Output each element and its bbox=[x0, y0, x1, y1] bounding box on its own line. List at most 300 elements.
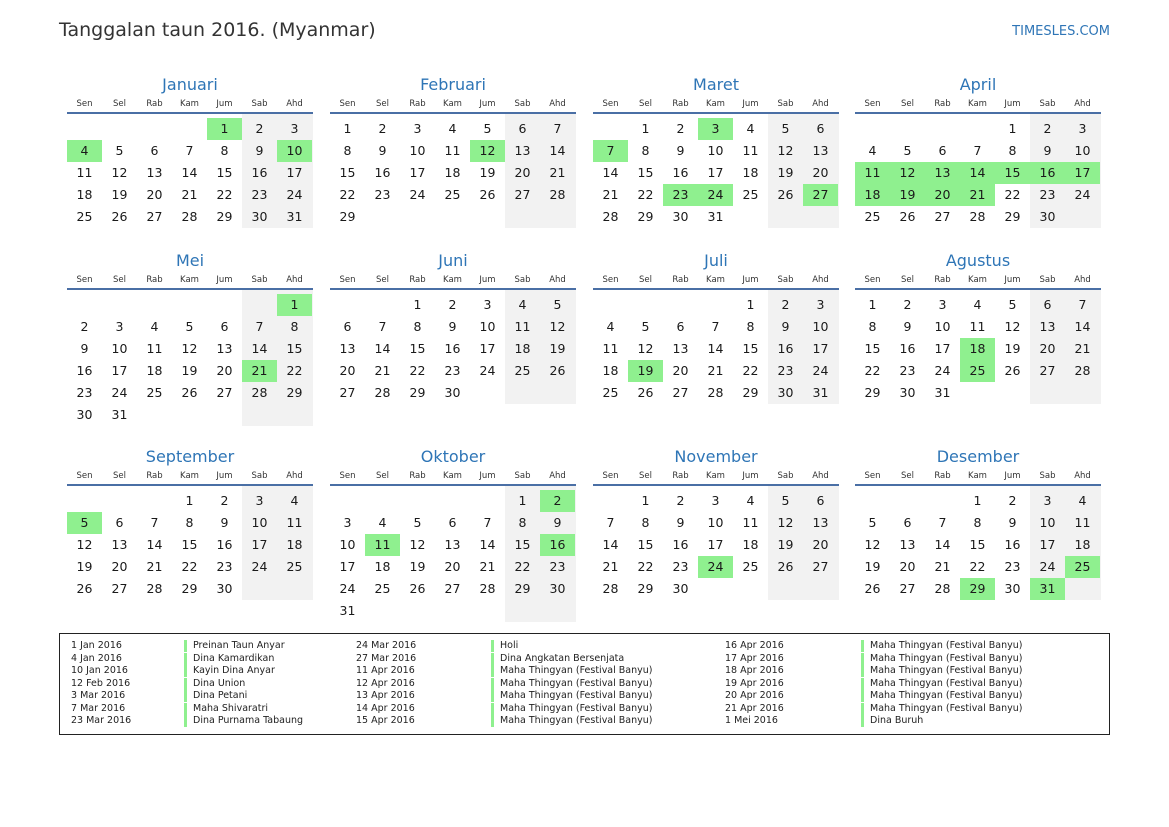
day-cell[interactable]: 24 bbox=[251, 559, 268, 574]
day-cell[interactable]: 22 bbox=[637, 559, 654, 574]
day-cell[interactable]: 30 bbox=[549, 581, 566, 596]
day-cell[interactable]: 9 bbox=[1043, 143, 1052, 158]
day-cell[interactable]: 26 bbox=[76, 581, 93, 596]
day-cell[interactable]: 3 bbox=[1078, 121, 1087, 136]
day-cell[interactable]: 9 bbox=[80, 341, 89, 356]
day-cell[interactable]: 22 bbox=[514, 559, 531, 574]
day-cell[interactable]: 1 bbox=[641, 121, 650, 136]
day-cell[interactable]: 7 bbox=[973, 143, 982, 158]
day-cell[interactable]: 18 bbox=[76, 187, 93, 202]
day-cell[interactable]: 29 bbox=[216, 209, 233, 224]
day-cell[interactable]: 17 bbox=[1039, 537, 1056, 552]
day-cell[interactable]: 10 bbox=[339, 537, 356, 552]
day-cell[interactable]: 18 bbox=[444, 165, 461, 180]
day-cell[interactable]: 4 bbox=[150, 319, 159, 334]
day-cell[interactable]: 9 bbox=[1008, 515, 1017, 530]
day-cell[interactable]: 14 bbox=[707, 341, 724, 356]
day-cell[interactable]: 30 bbox=[672, 581, 689, 596]
day-cell[interactable]: 3 bbox=[816, 297, 825, 312]
day-cell[interactable]: 18 bbox=[146, 363, 163, 378]
day-cell[interactable]: 2 bbox=[378, 121, 387, 136]
day-cell[interactable]: 24 bbox=[339, 581, 356, 596]
day-cell[interactable]: 24 bbox=[479, 363, 496, 378]
day-cell[interactable]: 10 bbox=[707, 143, 724, 158]
day-cell[interactable]: 3 bbox=[290, 121, 299, 136]
day-cell[interactable]: 4 bbox=[973, 297, 982, 312]
day-cell[interactable]: 16 bbox=[216, 537, 233, 552]
day-cell[interactable]: 22 bbox=[1004, 187, 1021, 202]
day-cell[interactable]: 17 bbox=[934, 341, 951, 356]
day-cell[interactable]: 4 bbox=[746, 493, 755, 508]
day-cell[interactable]: 5 bbox=[781, 121, 790, 136]
day-cell[interactable]: 29 bbox=[339, 209, 356, 224]
day-cell[interactable]: 25 bbox=[374, 581, 391, 596]
day-cell[interactable]: 13 bbox=[146, 165, 163, 180]
day-cell[interactable]: 23 bbox=[1004, 559, 1021, 574]
holiday-day-cell[interactable]: 21 bbox=[242, 360, 277, 382]
holiday-day-cell[interactable]: 19 bbox=[628, 360, 663, 382]
holiday-day-cell[interactable]: 4 bbox=[67, 140, 102, 162]
day-cell[interactable]: 6 bbox=[448, 515, 457, 530]
day-cell[interactable]: 15 bbox=[637, 537, 654, 552]
day-cell[interactable]: 11 bbox=[742, 143, 759, 158]
day-cell[interactable]: 12 bbox=[637, 341, 654, 356]
day-cell[interactable]: 19 bbox=[777, 165, 794, 180]
day-cell[interactable]: 20 bbox=[672, 363, 689, 378]
day-cell[interactable]: 19 bbox=[409, 559, 426, 574]
day-cell[interactable]: 1 bbox=[413, 297, 422, 312]
day-cell[interactable]: 20 bbox=[899, 559, 916, 574]
holiday-day-cell[interactable]: 19 bbox=[890, 184, 925, 206]
day-cell[interactable]: 4 bbox=[448, 121, 457, 136]
day-cell[interactable]: 20 bbox=[514, 165, 531, 180]
day-cell[interactable]: 19 bbox=[76, 559, 93, 574]
day-cell[interactable]: 27 bbox=[812, 559, 829, 574]
day-cell[interactable]: 25 bbox=[514, 363, 531, 378]
day-cell[interactable]: 23 bbox=[899, 363, 916, 378]
day-cell[interactable]: 9 bbox=[676, 143, 685, 158]
day-cell[interactable]: 4 bbox=[606, 319, 615, 334]
day-cell[interactable]: 18 bbox=[1074, 537, 1091, 552]
day-cell[interactable]: 28 bbox=[969, 209, 986, 224]
holiday-day-cell[interactable]: 21 bbox=[960, 184, 995, 206]
day-cell[interactable]: 11 bbox=[602, 341, 619, 356]
day-cell[interactable]: 16 bbox=[672, 165, 689, 180]
day-cell[interactable]: 9 bbox=[553, 515, 562, 530]
day-cell[interactable]: 2 bbox=[255, 121, 264, 136]
day-cell[interactable]: 31 bbox=[812, 385, 829, 400]
day-cell[interactable]: 30 bbox=[777, 385, 794, 400]
day-cell[interactable]: 24 bbox=[1074, 187, 1091, 202]
day-cell[interactable]: 31 bbox=[286, 209, 303, 224]
day-cell[interactable]: 7 bbox=[378, 319, 387, 334]
day-cell[interactable]: 29 bbox=[1004, 209, 1021, 224]
day-cell[interactable]: 12 bbox=[777, 515, 794, 530]
day-cell[interactable]: 5 bbox=[1008, 297, 1017, 312]
day-cell[interactable]: 4 bbox=[518, 297, 527, 312]
day-cell[interactable]: 29 bbox=[742, 385, 759, 400]
day-cell[interactable]: 23 bbox=[251, 187, 268, 202]
day-cell[interactable]: 3 bbox=[255, 493, 264, 508]
day-cell[interactable]: 23 bbox=[1039, 187, 1056, 202]
day-cell[interactable]: 24 bbox=[1039, 559, 1056, 574]
day-cell[interactable]: 21 bbox=[934, 559, 951, 574]
day-cell[interactable]: 22 bbox=[864, 363, 881, 378]
day-cell[interactable]: 26 bbox=[864, 581, 881, 596]
day-cell[interactable]: 16 bbox=[444, 341, 461, 356]
day-cell[interactable]: 25 bbox=[286, 559, 303, 574]
day-cell[interactable]: 18 bbox=[514, 341, 531, 356]
day-cell[interactable]: 15 bbox=[514, 537, 531, 552]
holiday-day-cell[interactable]: 15 bbox=[995, 162, 1030, 184]
holiday-day-cell[interactable]: 18 bbox=[960, 338, 995, 360]
day-cell[interactable]: 6 bbox=[150, 143, 159, 158]
day-cell[interactable]: 11 bbox=[146, 341, 163, 356]
day-cell[interactable]: 3 bbox=[115, 319, 124, 334]
day-cell[interactable]: 23 bbox=[672, 559, 689, 574]
day-cell[interactable]: 1 bbox=[1008, 121, 1017, 136]
day-cell[interactable]: 13 bbox=[111, 537, 128, 552]
day-cell[interactable]: 7 bbox=[1078, 297, 1087, 312]
day-cell[interactable]: 5 bbox=[553, 297, 562, 312]
day-cell[interactable]: 28 bbox=[479, 581, 496, 596]
day-cell[interactable]: 17 bbox=[707, 165, 724, 180]
day-cell[interactable]: 13 bbox=[812, 143, 829, 158]
day-cell[interactable]: 17 bbox=[339, 559, 356, 574]
day-cell[interactable]: 21 bbox=[707, 363, 724, 378]
day-cell[interactable]: 21 bbox=[602, 559, 619, 574]
holiday-day-cell[interactable]: 23 bbox=[663, 184, 698, 206]
day-cell[interactable]: 13 bbox=[672, 341, 689, 356]
day-cell[interactable]: 28 bbox=[602, 581, 619, 596]
day-cell[interactable]: 13 bbox=[812, 515, 829, 530]
day-cell[interactable]: 20 bbox=[1039, 341, 1056, 356]
day-cell[interactable]: 6 bbox=[115, 515, 124, 530]
day-cell[interactable]: 16 bbox=[899, 341, 916, 356]
day-cell[interactable]: 19 bbox=[111, 187, 128, 202]
day-cell[interactable]: 2 bbox=[1008, 493, 1017, 508]
day-cell[interactable]: 31 bbox=[339, 603, 356, 618]
day-cell[interactable]: 20 bbox=[339, 363, 356, 378]
day-cell[interactable]: 3 bbox=[343, 515, 352, 530]
day-cell[interactable]: 29 bbox=[181, 581, 198, 596]
holiday-day-cell[interactable]: 5 bbox=[67, 512, 102, 534]
day-cell[interactable]: 19 bbox=[777, 537, 794, 552]
day-cell[interactable]: 25 bbox=[146, 385, 163, 400]
holiday-day-cell[interactable]: 24 bbox=[698, 556, 733, 578]
day-cell[interactable]: 8 bbox=[413, 319, 422, 334]
day-cell[interactable]: 27 bbox=[1039, 363, 1056, 378]
day-cell[interactable]: 5 bbox=[185, 319, 194, 334]
day-cell[interactable]: 3 bbox=[938, 297, 947, 312]
day-cell[interactable]: 5 bbox=[641, 319, 650, 334]
day-cell[interactable]: 30 bbox=[251, 209, 268, 224]
day-cell[interactable]: 14 bbox=[934, 537, 951, 552]
holiday-day-cell[interactable]: 10 bbox=[277, 140, 312, 162]
day-cell[interactable]: 30 bbox=[444, 385, 461, 400]
day-cell[interactable]: 13 bbox=[514, 143, 531, 158]
day-cell[interactable]: 9 bbox=[378, 143, 387, 158]
day-cell[interactable]: 16 bbox=[777, 341, 794, 356]
day-cell[interactable]: 26 bbox=[479, 187, 496, 202]
day-cell[interactable]: 10 bbox=[409, 143, 426, 158]
day-cell[interactable]: 29 bbox=[864, 385, 881, 400]
day-cell[interactable]: 11 bbox=[76, 165, 93, 180]
day-cell[interactable]: 18 bbox=[742, 537, 759, 552]
day-cell[interactable]: 9 bbox=[676, 515, 685, 530]
day-cell[interactable]: 16 bbox=[1004, 537, 1021, 552]
day-cell[interactable]: 22 bbox=[742, 363, 759, 378]
day-cell[interactable]: 19 bbox=[549, 341, 566, 356]
day-cell[interactable]: 7 bbox=[185, 143, 194, 158]
holiday-day-cell[interactable]: 31 bbox=[1030, 578, 1065, 600]
day-cell[interactable]: 8 bbox=[290, 319, 299, 334]
day-cell[interactable]: 1 bbox=[973, 493, 982, 508]
holiday-day-cell[interactable]: 11 bbox=[855, 162, 890, 184]
day-cell[interactable]: 11 bbox=[1074, 515, 1091, 530]
day-cell[interactable]: 27 bbox=[514, 187, 531, 202]
day-cell[interactable]: 7 bbox=[938, 515, 947, 530]
day-cell[interactable]: 26 bbox=[111, 209, 128, 224]
day-cell[interactable]: 25 bbox=[444, 187, 461, 202]
day-cell[interactable]: 15 bbox=[742, 341, 759, 356]
day-cell[interactable]: 8 bbox=[641, 515, 650, 530]
day-cell[interactable]: 9 bbox=[220, 515, 229, 530]
day-cell[interactable]: 16 bbox=[76, 363, 93, 378]
day-cell[interactable]: 24 bbox=[812, 363, 829, 378]
day-cell[interactable]: 6 bbox=[676, 319, 685, 334]
day-cell[interactable]: 10 bbox=[812, 319, 829, 334]
day-cell[interactable]: 25 bbox=[742, 559, 759, 574]
day-cell[interactable]: 30 bbox=[1004, 581, 1021, 596]
day-cell[interactable]: 26 bbox=[1004, 363, 1021, 378]
day-cell[interactable]: 31 bbox=[111, 407, 128, 422]
day-cell[interactable]: 2 bbox=[676, 493, 685, 508]
day-cell[interactable]: 28 bbox=[181, 209, 198, 224]
day-cell[interactable]: 20 bbox=[216, 363, 233, 378]
day-cell[interactable]: 7 bbox=[606, 515, 615, 530]
day-cell[interactable]: 6 bbox=[343, 319, 352, 334]
day-cell[interactable]: 22 bbox=[969, 559, 986, 574]
day-cell[interactable]: 27 bbox=[672, 385, 689, 400]
day-cell[interactable]: 11 bbox=[969, 319, 986, 334]
day-cell[interactable]: 14 bbox=[374, 341, 391, 356]
day-cell[interactable]: 2 bbox=[676, 121, 685, 136]
day-cell[interactable]: 30 bbox=[76, 407, 93, 422]
day-cell[interactable]: 30 bbox=[1039, 209, 1056, 224]
day-cell[interactable]: 26 bbox=[777, 187, 794, 202]
day-cell[interactable]: 9 bbox=[781, 319, 790, 334]
holiday-day-cell[interactable]: 12 bbox=[890, 162, 925, 184]
day-cell[interactable]: 27 bbox=[216, 385, 233, 400]
day-cell[interactable]: 12 bbox=[1004, 319, 1021, 334]
day-cell[interactable]: 3 bbox=[711, 493, 720, 508]
day-cell[interactable]: 10 bbox=[479, 319, 496, 334]
day-cell[interactable]: 22 bbox=[216, 187, 233, 202]
day-cell[interactable]: 19 bbox=[181, 363, 198, 378]
day-cell[interactable]: 21 bbox=[146, 559, 163, 574]
day-cell[interactable]: 4 bbox=[1078, 493, 1087, 508]
day-cell[interactable]: 20 bbox=[111, 559, 128, 574]
holiday-day-cell[interactable]: 16 bbox=[540, 534, 575, 556]
day-cell[interactable]: 4 bbox=[868, 143, 877, 158]
day-cell[interactable]: 13 bbox=[339, 341, 356, 356]
day-cell[interactable]: 17 bbox=[812, 341, 829, 356]
day-cell[interactable]: 15 bbox=[339, 165, 356, 180]
day-cell[interactable]: 6 bbox=[1043, 297, 1052, 312]
day-cell[interactable]: 21 bbox=[374, 363, 391, 378]
day-cell[interactable]: 18 bbox=[602, 363, 619, 378]
day-cell[interactable]: 31 bbox=[934, 385, 951, 400]
day-cell[interactable]: 27 bbox=[899, 581, 916, 596]
day-cell[interactable]: 6 bbox=[220, 319, 229, 334]
day-cell[interactable]: 29 bbox=[514, 581, 531, 596]
day-cell[interactable]: 28 bbox=[374, 385, 391, 400]
day-cell[interactable]: 26 bbox=[409, 581, 426, 596]
holiday-day-cell[interactable]: 24 bbox=[698, 184, 733, 206]
day-cell[interactable]: 10 bbox=[1074, 143, 1091, 158]
day-cell[interactable]: 14 bbox=[146, 537, 163, 552]
day-cell[interactable]: 27 bbox=[934, 209, 951, 224]
day-cell[interactable]: 17 bbox=[286, 165, 303, 180]
holiday-day-cell[interactable]: 14 bbox=[960, 162, 995, 184]
holiday-day-cell[interactable]: 16 bbox=[1030, 162, 1065, 184]
day-cell[interactable]: 11 bbox=[286, 515, 303, 530]
day-cell[interactable]: 26 bbox=[181, 385, 198, 400]
day-cell[interactable]: 27 bbox=[339, 385, 356, 400]
day-cell[interactable]: 8 bbox=[973, 515, 982, 530]
day-cell[interactable]: 21 bbox=[479, 559, 496, 574]
day-cell[interactable]: 22 bbox=[637, 187, 654, 202]
day-cell[interactable]: 23 bbox=[216, 559, 233, 574]
day-cell[interactable]: 12 bbox=[777, 143, 794, 158]
day-cell[interactable]: 21 bbox=[549, 165, 566, 180]
holiday-day-cell[interactable]: 29 bbox=[960, 578, 995, 600]
holiday-day-cell[interactable]: 1 bbox=[207, 118, 242, 140]
day-cell[interactable]: 7 bbox=[150, 515, 159, 530]
day-cell[interactable]: 15 bbox=[409, 341, 426, 356]
day-cell[interactable]: 22 bbox=[339, 187, 356, 202]
day-cell[interactable]: 14 bbox=[251, 341, 268, 356]
day-cell[interactable]: 18 bbox=[374, 559, 391, 574]
day-cell[interactable]: 24 bbox=[286, 187, 303, 202]
day-cell[interactable]: 12 bbox=[549, 319, 566, 334]
day-cell[interactable]: 14 bbox=[181, 165, 198, 180]
day-cell[interactable]: 28 bbox=[602, 209, 619, 224]
day-cell[interactable]: 16 bbox=[672, 537, 689, 552]
day-cell[interactable]: 19 bbox=[864, 559, 881, 574]
day-cell[interactable]: 20 bbox=[812, 165, 829, 180]
day-cell[interactable]: 20 bbox=[444, 559, 461, 574]
day-cell[interactable]: 8 bbox=[518, 515, 527, 530]
day-cell[interactable]: 18 bbox=[286, 537, 303, 552]
day-cell[interactable]: 29 bbox=[637, 209, 654, 224]
day-cell[interactable]: 11 bbox=[444, 143, 461, 158]
day-cell[interactable]: 19 bbox=[479, 165, 496, 180]
day-cell[interactable]: 28 bbox=[251, 385, 268, 400]
day-cell[interactable]: 6 bbox=[816, 493, 825, 508]
day-cell[interactable]: 2 bbox=[448, 297, 457, 312]
day-cell[interactable]: 25 bbox=[742, 187, 759, 202]
day-cell[interactable]: 23 bbox=[777, 363, 794, 378]
day-cell[interactable]: 8 bbox=[641, 143, 650, 158]
day-cell[interactable]: 12 bbox=[111, 165, 128, 180]
day-cell[interactable]: 30 bbox=[216, 581, 233, 596]
day-cell[interactable]: 5 bbox=[781, 493, 790, 508]
holiday-day-cell[interactable]: 17 bbox=[1065, 162, 1100, 184]
day-cell[interactable]: 15 bbox=[969, 537, 986, 552]
day-cell[interactable]: 22 bbox=[409, 363, 426, 378]
day-cell[interactable]: 2 bbox=[1043, 121, 1052, 136]
holiday-day-cell[interactable]: 2 bbox=[540, 490, 575, 512]
day-cell[interactable]: 9 bbox=[448, 319, 457, 334]
day-cell[interactable]: 11 bbox=[514, 319, 531, 334]
day-cell[interactable]: 17 bbox=[251, 537, 268, 552]
day-cell[interactable]: 1 bbox=[641, 493, 650, 508]
day-cell[interactable]: 14 bbox=[602, 537, 619, 552]
day-cell[interactable]: 14 bbox=[479, 537, 496, 552]
day-cell[interactable]: 10 bbox=[111, 341, 128, 356]
day-cell[interactable]: 26 bbox=[549, 363, 566, 378]
day-cell[interactable]: 29 bbox=[286, 385, 303, 400]
day-cell[interactable]: 6 bbox=[518, 121, 527, 136]
day-cell[interactable]: 3 bbox=[1043, 493, 1052, 508]
day-cell[interactable]: 23 bbox=[549, 559, 566, 574]
day-cell[interactable]: 8 bbox=[185, 515, 194, 530]
day-cell[interactable]: 20 bbox=[812, 537, 829, 552]
day-cell[interactable]: 24 bbox=[409, 187, 426, 202]
day-cell[interactable]: 5 bbox=[115, 143, 124, 158]
holiday-day-cell[interactable]: 3 bbox=[698, 118, 733, 140]
holiday-day-cell[interactable]: 25 bbox=[960, 360, 995, 382]
day-cell[interactable]: 30 bbox=[672, 209, 689, 224]
day-cell[interactable]: 2 bbox=[220, 493, 229, 508]
day-cell[interactable]: 11 bbox=[742, 515, 759, 530]
day-cell[interactable]: 26 bbox=[637, 385, 654, 400]
day-cell[interactable]: 12 bbox=[76, 537, 93, 552]
day-cell[interactable]: 10 bbox=[1039, 515, 1056, 530]
day-cell[interactable]: 5 bbox=[413, 515, 422, 530]
day-cell[interactable]: 13 bbox=[216, 341, 233, 356]
day-cell[interactable]: 15 bbox=[637, 165, 654, 180]
day-cell[interactable]: 12 bbox=[181, 341, 198, 356]
day-cell[interactable]: 29 bbox=[637, 581, 654, 596]
day-cell[interactable]: 17 bbox=[707, 537, 724, 552]
day-cell[interactable]: 28 bbox=[1074, 363, 1091, 378]
holiday-day-cell[interactable]: 13 bbox=[925, 162, 960, 184]
day-cell[interactable]: 15 bbox=[286, 341, 303, 356]
day-cell[interactable]: 12 bbox=[409, 537, 426, 552]
day-cell[interactable]: 21 bbox=[602, 187, 619, 202]
day-cell[interactable]: 24 bbox=[934, 363, 951, 378]
day-cell[interactable]: 2 bbox=[781, 297, 790, 312]
day-cell[interactable]: 28 bbox=[707, 385, 724, 400]
day-cell[interactable]: 8 bbox=[343, 143, 352, 158]
day-cell[interactable]: 9 bbox=[903, 319, 912, 334]
day-cell[interactable]: 7 bbox=[483, 515, 492, 530]
day-cell[interactable]: 7 bbox=[255, 319, 264, 334]
day-cell[interactable]: 16 bbox=[251, 165, 268, 180]
day-cell[interactable]: 20 bbox=[146, 187, 163, 202]
day-cell[interactable]: 8 bbox=[746, 319, 755, 334]
day-cell[interactable]: 27 bbox=[444, 581, 461, 596]
day-cell[interactable]: 17 bbox=[111, 363, 128, 378]
day-cell[interactable]: 30 bbox=[899, 385, 916, 400]
day-cell[interactable]: 6 bbox=[903, 515, 912, 530]
day-cell[interactable]: 2 bbox=[903, 297, 912, 312]
day-cell[interactable]: 1 bbox=[185, 493, 194, 508]
day-cell[interactable]: 7 bbox=[553, 121, 562, 136]
